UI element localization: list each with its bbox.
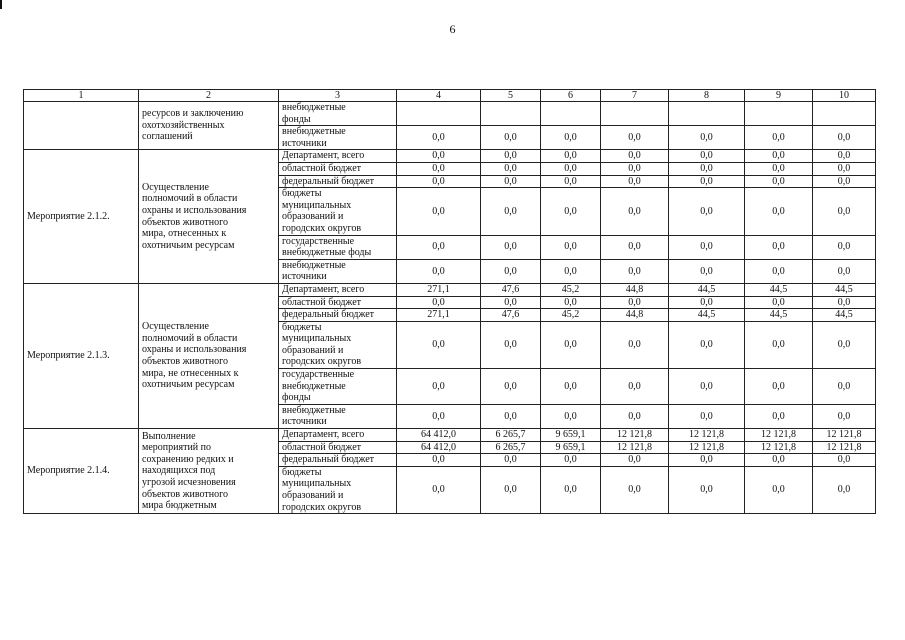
header-cell: 1 <box>24 90 139 102</box>
amount-cell: 0,0 <box>745 296 813 309</box>
header-cell: 5 <box>481 90 541 102</box>
amount-cell: 0,0 <box>669 404 745 428</box>
funding-source-cell <box>279 235 397 259</box>
funding-source-cell <box>279 321 397 368</box>
amount-cell: 0,0 <box>481 259 541 283</box>
amount-cell: 0,0 <box>397 175 481 188</box>
funding-source-line: фонды <box>282 113 311 125</box>
amount-cell: 0,0 <box>813 369 876 405</box>
amount-cell: 0,0 <box>745 259 813 283</box>
amount-cell <box>481 102 541 126</box>
funding-source-cell <box>279 188 397 235</box>
funding-source-cell <box>279 404 397 428</box>
funding-source-cell <box>279 309 397 322</box>
amount-cell: 12 121,8 <box>745 429 813 442</box>
amount-cell: 0,0 <box>745 466 813 513</box>
funding-source-cell <box>279 259 397 283</box>
funding-source-cell <box>279 441 397 454</box>
amount-cell: 0,0 <box>541 162 601 175</box>
amount-cell: 0,0 <box>601 404 669 428</box>
amount-cell: 0,0 <box>481 454 541 467</box>
event-description-cell <box>139 429 279 514</box>
amount-cell: 9 659,1 <box>541 429 601 442</box>
header-cell: 2 <box>139 90 279 102</box>
event-name-cell: Мероприятие 2.1.4. <box>24 429 139 514</box>
amount-cell: 0,0 <box>481 296 541 309</box>
funding-source-line: муниципальных <box>282 199 352 211</box>
description-line: охотхозяйственных <box>142 119 225 131</box>
amount-cell: 0,0 <box>481 466 541 513</box>
amount-cell: 0,0 <box>601 126 669 150</box>
amount-cell: 0,0 <box>397 466 481 513</box>
event-description-cell <box>139 102 279 150</box>
amount-cell <box>813 102 876 126</box>
amount-cell: 0,0 <box>669 454 745 467</box>
amount-cell: 44,5 <box>669 309 745 322</box>
amount-cell: 0,0 <box>601 259 669 283</box>
funding-source-line: федеральный бюджет <box>282 454 375 466</box>
amount-cell: 0,0 <box>669 150 745 163</box>
table-row <box>24 150 876 163</box>
amount-cell <box>397 102 481 126</box>
amount-cell: 0,0 <box>601 296 669 309</box>
amount-cell: 271,1 <box>397 309 481 322</box>
amount-cell: 0,0 <box>813 235 876 259</box>
header-cell: 8 <box>669 90 745 102</box>
amount-cell: 0,0 <box>669 188 745 235</box>
amount-cell: 12 121,8 <box>669 441 745 454</box>
amount-cell: 0,0 <box>745 454 813 467</box>
funding-source-line: источники <box>282 271 327 283</box>
amount-cell: 0,0 <box>669 126 745 150</box>
amount-cell: 0,0 <box>745 404 813 428</box>
funding-source-cell <box>279 454 397 467</box>
amount-cell: 44,5 <box>813 283 876 296</box>
funding-source-line: образований и <box>282 344 344 356</box>
amount-cell: 0,0 <box>481 235 541 259</box>
amount-cell: 0,0 <box>745 188 813 235</box>
amount-cell: 0,0 <box>481 321 541 368</box>
description-line: охотничьим ресурсам <box>142 239 235 251</box>
funding-source-line: бюджеты <box>282 466 322 478</box>
funding-source-cell <box>279 283 397 296</box>
description-line: мероприятий по <box>142 442 211 454</box>
amount-cell <box>601 102 669 126</box>
funding-source-line: внебюджетные <box>282 259 346 271</box>
amount-cell: 0,0 <box>669 235 745 259</box>
amount-cell: 44,5 <box>813 309 876 322</box>
funding-source-line: Департамент, всего <box>282 429 365 441</box>
amount-cell: 0,0 <box>541 321 601 368</box>
amount-cell: 0,0 <box>745 150 813 163</box>
amount-cell: 0,0 <box>813 150 876 163</box>
funding-source-line: фонды <box>282 392 311 404</box>
amount-cell: 0,0 <box>669 296 745 309</box>
funding-source-cell <box>279 162 397 175</box>
amount-cell: 271,1 <box>397 283 481 296</box>
amount-cell: 44,8 <box>601 283 669 296</box>
description-line: угрозой исчезновения <box>142 476 236 488</box>
amount-cell: 0,0 <box>397 259 481 283</box>
amount-cell: 0,0 <box>601 235 669 259</box>
amount-cell: 0,0 <box>601 321 669 368</box>
description-line: мира бюджетным <box>142 500 217 512</box>
description-line: Выполнение <box>142 430 196 442</box>
amount-cell: 0,0 <box>813 162 876 175</box>
amount-cell <box>669 102 745 126</box>
amount-cell: 0,0 <box>541 175 601 188</box>
funding-source-cell <box>279 150 397 163</box>
funding-source-line: федеральный бюджет <box>282 309 375 321</box>
amount-cell: 44,5 <box>669 283 745 296</box>
amount-cell: 6 265,7 <box>481 441 541 454</box>
event-name-cell: Мероприятие 2.1.3. <box>24 283 139 428</box>
description-line: сохранению редких и <box>142 453 234 465</box>
funding-source-cell <box>279 369 397 405</box>
funding-source-cell <box>279 296 397 309</box>
amount-cell: 0,0 <box>601 466 669 513</box>
funding-source-line: государственные <box>282 235 355 247</box>
table-row <box>24 102 876 126</box>
amount-cell: 0,0 <box>481 404 541 428</box>
amount-cell: 0,0 <box>541 126 601 150</box>
funding-source-cell <box>279 429 397 442</box>
funding-source-line: внебюджетные <box>282 102 346 113</box>
table-row <box>24 429 876 442</box>
event-description-cell <box>139 150 279 284</box>
description-line: охраны и использования <box>142 344 247 356</box>
description-line: мира, отнесенных к <box>142 228 227 240</box>
description-line: объектов животного <box>142 355 228 367</box>
amount-cell: 0,0 <box>601 454 669 467</box>
amount-cell: 64 412,0 <box>397 429 481 442</box>
amount-cell: 0,0 <box>541 150 601 163</box>
description-line: находящихся под <box>142 465 216 477</box>
description-line: ресурсов и заключению <box>142 108 244 120</box>
amount-cell: 0,0 <box>669 162 745 175</box>
funding-source-cell <box>279 126 397 150</box>
amount-cell: 12 121,8 <box>669 429 745 442</box>
amount-cell: 0,0 <box>669 321 745 368</box>
amount-cell: 0,0 <box>745 235 813 259</box>
amount-cell: 0,0 <box>541 369 601 405</box>
amount-cell: 0,0 <box>745 321 813 368</box>
amount-cell: 44,5 <box>745 309 813 322</box>
funding-source-line: городских округов <box>282 356 362 368</box>
amount-cell: 45,2 <box>541 309 601 322</box>
amount-cell: 0,0 <box>813 126 876 150</box>
funding-source-line: бюджеты <box>282 321 322 333</box>
amount-cell: 47,6 <box>481 283 541 296</box>
header-cell: 10 <box>813 90 876 102</box>
amount-cell: 0,0 <box>813 296 876 309</box>
funding-source-line: внебюджетные <box>282 126 346 138</box>
amount-cell: 0,0 <box>397 126 481 150</box>
event-name-cell: Мероприятие 2.1.2. <box>24 150 139 284</box>
amount-cell: 0,0 <box>397 321 481 368</box>
amount-cell: 0,0 <box>481 369 541 405</box>
amount-cell: 0,0 <box>813 259 876 283</box>
description-line: объектов животного <box>142 488 228 500</box>
funding-source-line: государственные <box>282 369 355 381</box>
amount-cell: 0,0 <box>601 369 669 405</box>
amount-cell <box>745 102 813 126</box>
amount-cell: 0,0 <box>813 404 876 428</box>
amount-cell: 0,0 <box>481 188 541 235</box>
header-cell: 3 <box>279 90 397 102</box>
header-cell: 4 <box>397 90 481 102</box>
amount-cell: 0,0 <box>541 466 601 513</box>
funding-source-line: областной бюджет <box>282 296 362 308</box>
budget-table <box>23 89 876 514</box>
amount-cell: 0,0 <box>397 162 481 175</box>
amount-cell: 0,0 <box>397 454 481 467</box>
amount-cell: 9 659,1 <box>541 441 601 454</box>
amount-cell: 0,0 <box>397 404 481 428</box>
description-line: охраны и использования <box>142 205 247 217</box>
amount-cell: 0,0 <box>669 466 745 513</box>
funding-source-line: Департамент, всего <box>282 283 365 295</box>
amount-cell: 0,0 <box>541 454 601 467</box>
amount-cell: 0,0 <box>541 259 601 283</box>
amount-cell: 12 121,8 <box>745 441 813 454</box>
funding-source-line: областной бюджет <box>282 162 362 174</box>
funding-source-line: внебюджетные <box>282 380 346 392</box>
description-line: охотничьим ресурсам <box>142 379 235 391</box>
amount-cell: 0,0 <box>541 235 601 259</box>
amount-cell: 0,0 <box>397 369 481 405</box>
amount-cell: 45,2 <box>541 283 601 296</box>
table-body <box>24 90 876 514</box>
amount-cell: 0,0 <box>813 321 876 368</box>
amount-cell: 0,0 <box>601 150 669 163</box>
table-row <box>24 283 876 296</box>
description-line: полномочий в области <box>142 193 238 205</box>
header-cell: 6 <box>541 90 601 102</box>
amount-cell: 44,5 <box>745 283 813 296</box>
amount-cell: 0,0 <box>541 188 601 235</box>
amount-cell: 0,0 <box>481 150 541 163</box>
amount-cell: 44,8 <box>601 309 669 322</box>
funding-source-line: городских округов <box>282 222 362 234</box>
funding-source-line: бюджеты <box>282 188 322 200</box>
amount-cell: 47,6 <box>481 309 541 322</box>
funding-source-line: внебюджетные фоды <box>282 247 372 259</box>
amount-cell: 0,0 <box>481 126 541 150</box>
amount-cell: 0,0 <box>813 466 876 513</box>
description-line: Осуществление <box>142 181 209 193</box>
description-line: объектов животного <box>142 216 228 228</box>
amount-cell: 0,0 <box>813 454 876 467</box>
amount-cell: 0,0 <box>397 296 481 309</box>
amount-cell: 0,0 <box>745 162 813 175</box>
amount-cell <box>541 102 601 126</box>
funding-source-line: образований и <box>282 211 344 223</box>
description-line: мира, не отнесенных к <box>142 367 239 379</box>
funding-source-line: муниципальных <box>282 333 352 345</box>
page-number: 6 <box>449 22 456 36</box>
amount-cell: 0,0 <box>813 188 876 235</box>
amount-cell: 12 121,8 <box>813 429 876 442</box>
funding-source-cell <box>279 175 397 188</box>
header-cell: 7 <box>601 90 669 102</box>
funding-source-cell <box>279 466 397 513</box>
funding-source-line: федеральный бюджет <box>282 175 375 187</box>
amount-cell: 0,0 <box>397 235 481 259</box>
event-name-cell <box>24 102 139 150</box>
amount-cell: 0,0 <box>397 150 481 163</box>
amount-cell: 0,0 <box>669 369 745 405</box>
amount-cell: 0,0 <box>397 188 481 235</box>
amount-cell: 64 412,0 <box>397 441 481 454</box>
amount-cell: 0,0 <box>601 175 669 188</box>
amount-cell: 0,0 <box>669 175 745 188</box>
header-row <box>24 90 876 102</box>
amount-cell: 6 265,7 <box>481 429 541 442</box>
amount-cell: 0,0 <box>813 175 876 188</box>
amount-cell: 0,0 <box>541 296 601 309</box>
description-line: полномочий в области <box>142 332 238 344</box>
event-description-cell <box>139 283 279 428</box>
description-line: соглашений <box>142 131 193 143</box>
amount-cell: 0,0 <box>481 175 541 188</box>
amount-cell: 12 121,8 <box>813 441 876 454</box>
funding-source-line: Департамент, всего <box>282 150 365 162</box>
amount-cell: 0,0 <box>601 188 669 235</box>
funding-source-line: областной бюджет <box>282 441 362 453</box>
amount-cell: 0,0 <box>745 175 813 188</box>
funding-source-line: городских округов <box>282 501 362 513</box>
amount-cell: 0,0 <box>481 162 541 175</box>
amount-cell: 0,0 <box>745 126 813 150</box>
amount-cell: 0,0 <box>601 162 669 175</box>
funding-source-line: внебюджетные <box>282 404 346 416</box>
funding-source-line: источники <box>282 416 327 428</box>
amount-cell: 12 121,8 <box>601 441 669 454</box>
funding-source-line: образований и <box>282 490 344 501</box>
amount-cell: 0,0 <box>541 404 601 428</box>
funding-source-line: муниципальных <box>282 478 352 490</box>
amount-cell: 0,0 <box>669 259 745 283</box>
amount-cell: 0,0 <box>745 369 813 405</box>
scan-mark <box>0 0 2 9</box>
funding-source-line: источники <box>282 137 327 149</box>
description-line: Осуществление <box>142 321 209 333</box>
amount-cell: 12 121,8 <box>601 429 669 442</box>
funding-source-cell <box>279 102 397 126</box>
header-cell: 9 <box>745 90 813 102</box>
